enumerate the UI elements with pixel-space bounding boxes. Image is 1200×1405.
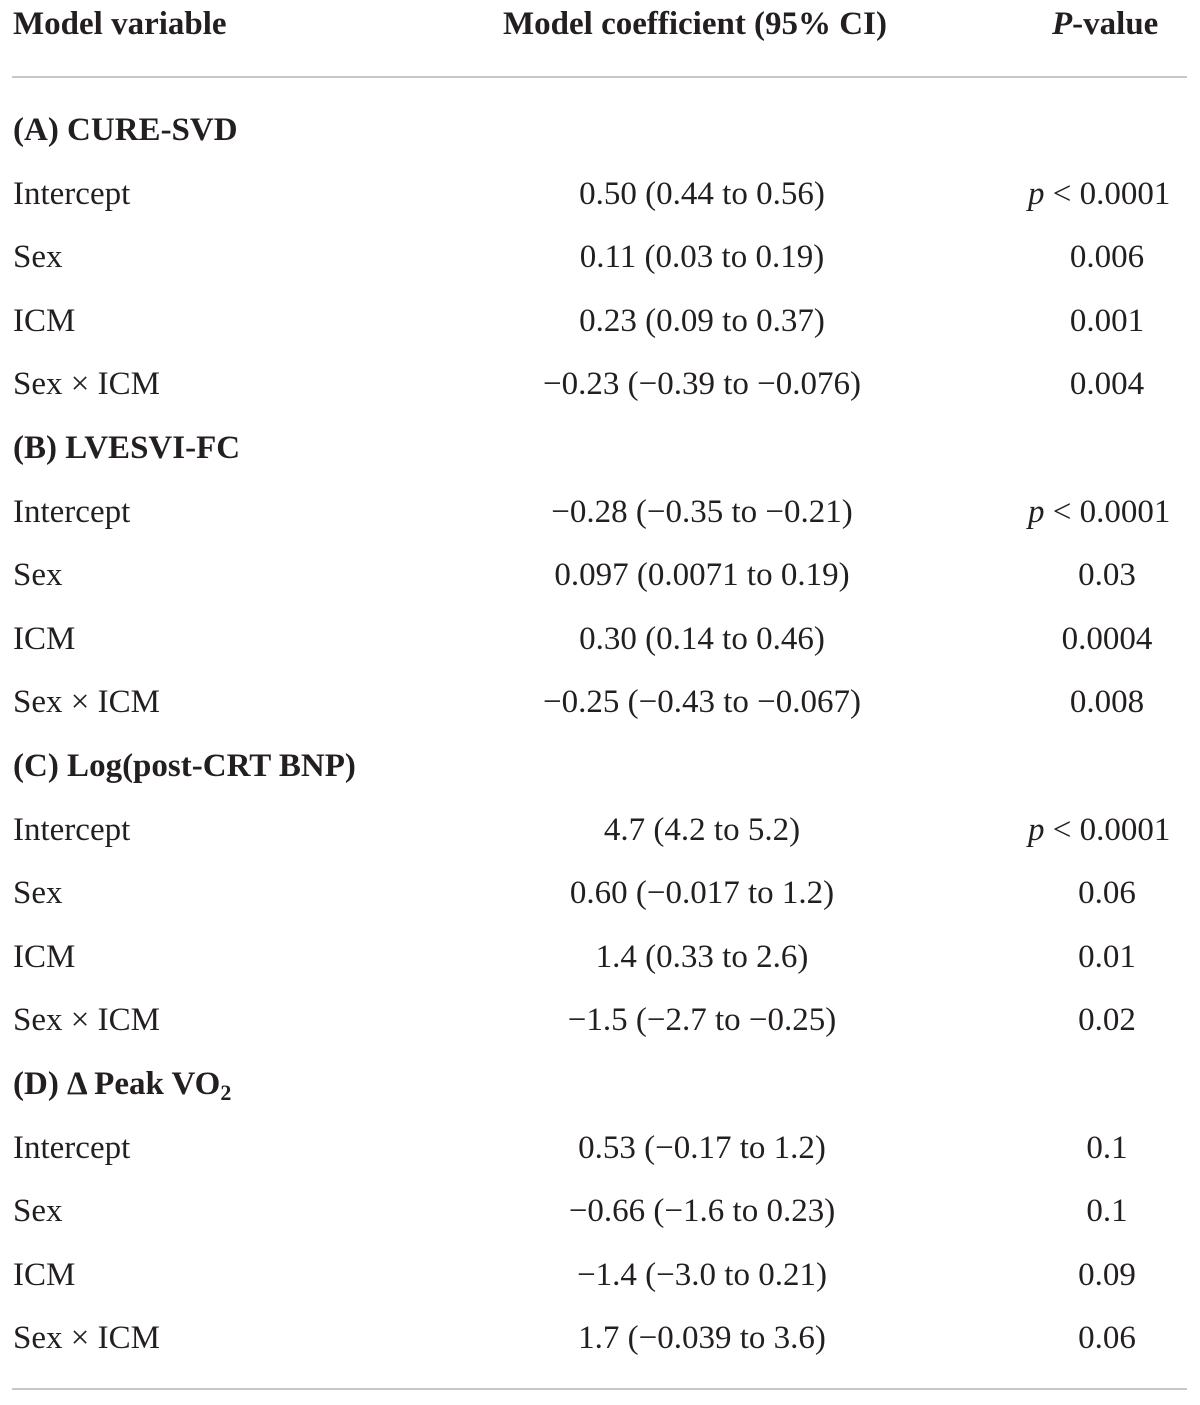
table-row <box>0 937 1200 1000</box>
section-title <box>13 1064 231 1104</box>
cell-variable: Intercept <box>13 493 131 530</box>
cell-coefficient: 4.7 (4.2 to 5.2) <box>603 811 801 848</box>
p-value-text: 0.004 <box>1069 366 1145 403</box>
cell-coefficient: 0.53 (−0.17 to 1.2) <box>578 1129 826 1166</box>
cell-coefficient: 0.30 (0.14 to 0.46) <box>579 620 825 657</box>
cell-variable: Sex <box>13 239 63 276</box>
cell-p-value <box>1012 237 1200 277</box>
cell-p-value <box>1018 174 1200 214</box>
p-value-text: 0.001 <box>1069 302 1145 339</box>
section-title-text: (A) CURE-SVD <box>13 112 238 148</box>
p-symbol: p <box>1028 493 1045 530</box>
table-bottom-rule <box>12 1388 1187 1390</box>
cell-variable: ICM <box>13 620 76 657</box>
table-row <box>0 619 1200 682</box>
table-row <box>0 810 1200 873</box>
header-p-rest: -value <box>1072 6 1159 42</box>
cell-coefficient: 0.60 (−0.017 to 1.2) <box>569 875 835 912</box>
cell-variable: Sex × ICM <box>13 684 160 721</box>
cell-p-value <box>1012 1128 1200 1168</box>
cell-p-value <box>1012 937 1200 977</box>
cell-variable: ICM <box>13 938 76 975</box>
cell-variable: Sex × ICM <box>13 1002 160 1039</box>
section-title-subscript: 2 <box>220 1080 232 1105</box>
cell-coefficient: −0.25 (−0.43 to −0.067) <box>543 684 861 721</box>
cell-variable: ICM <box>13 302 76 339</box>
cell-variable: Sex <box>13 875 63 912</box>
section-heading <box>0 428 1200 491</box>
p-value-text: < 0.0001 <box>1044 175 1171 212</box>
cell-variable: Sex × ICM <box>13 366 160 403</box>
cell-variable: Intercept <box>13 175 131 212</box>
cell-coefficient: 1.7 (−0.039 to 3.6) <box>578 1320 826 1357</box>
section-title <box>13 746 356 786</box>
table-row <box>0 237 1200 300</box>
section-title-text: (C) Log(post-CRT BNP) <box>13 748 356 784</box>
cell-p-value <box>1018 810 1200 850</box>
section-title <box>13 428 240 468</box>
cell-coefficient: 0.50 (0.44 to 0.56) <box>579 175 825 212</box>
p-symbol: p <box>1028 175 1045 212</box>
p-value-text: 0.0004 <box>1061 620 1153 657</box>
cell-variable: Sex × ICM <box>13 1320 160 1357</box>
cell-variable: Intercept <box>13 1129 131 1166</box>
cell-p-value <box>1012 682 1200 722</box>
header-p-italic: P <box>1052 6 1073 42</box>
section-title-text: (D) Δ Peak VO <box>13 1066 221 1102</box>
p-symbol: p <box>1028 811 1045 848</box>
cell-p-value <box>1012 364 1200 404</box>
p-value-text: 0.1 <box>1086 1193 1128 1230</box>
p-value-text: < 0.0001 <box>1044 493 1171 530</box>
table-row <box>0 1255 1200 1318</box>
table-row <box>0 682 1200 745</box>
table-header <box>0 0 1200 52</box>
cell-variable: Intercept <box>13 811 131 848</box>
cell-coefficient: 1.4 (0.33 to 2.6) <box>595 938 809 975</box>
cell-p-value <box>1012 301 1200 341</box>
table-row <box>0 1000 1200 1063</box>
p-value-text: 0.006 <box>1069 239 1145 276</box>
cell-coefficient: −1.4 (−3.0 to 0.21) <box>577 1256 827 1293</box>
table-row <box>0 1128 1200 1191</box>
header-model-variable: Model variable <box>13 6 227 42</box>
table-row <box>0 1318 1200 1381</box>
header-divider <box>12 76 1187 78</box>
p-value-text: 0.06 <box>1078 1320 1136 1357</box>
section-title-text: (B) LVESVI-FC <box>13 430 241 466</box>
cell-coefficient: −0.66 (−1.6 to 0.23) <box>568 1193 836 1230</box>
cell-p-value <box>1012 555 1200 595</box>
section-heading <box>0 1064 1200 1127</box>
table-row <box>0 301 1200 364</box>
cell-variable: Sex <box>13 1193 63 1230</box>
header-p-value <box>1052 6 1158 43</box>
table-row <box>0 174 1200 237</box>
table-row <box>0 555 1200 618</box>
p-value-text: 0.1 <box>1086 1129 1128 1166</box>
p-value-text: 0.06 <box>1078 875 1136 912</box>
p-value-text: < 0.0001 <box>1044 811 1171 848</box>
cell-coefficient: −1.5 (−2.7 to −0.25) <box>567 1002 837 1039</box>
table-row <box>0 492 1200 555</box>
cell-p-value <box>1012 1000 1200 1040</box>
cell-p-value <box>1012 619 1200 659</box>
section-heading <box>0 746 1200 809</box>
cell-p-value <box>1012 1318 1200 1358</box>
p-value-text: 0.008 <box>1069 684 1145 721</box>
cell-p-value <box>1012 873 1200 913</box>
cell-coefficient: −0.23 (−0.39 to −0.076) <box>543 366 861 403</box>
cell-coefficient: 0.23 (0.09 to 0.37) <box>579 302 825 339</box>
table-row <box>0 1191 1200 1254</box>
cell-variable: ICM <box>13 1256 76 1293</box>
table-row <box>0 364 1200 427</box>
section-heading <box>0 110 1200 173</box>
header-model-coefficient: Model coefficient (95% CI) <box>503 6 887 42</box>
cell-coefficient: 0.097 (0.0071 to 0.19) <box>554 557 850 594</box>
p-value-text: 0.09 <box>1078 1256 1136 1293</box>
cell-variable: Sex <box>13 557 63 594</box>
cell-p-value <box>1018 492 1200 532</box>
cell-coefficient: 0.11 (0.03 to 0.19) <box>579 239 825 276</box>
p-value-text: 0.02 <box>1078 1002 1136 1039</box>
cell-p-value <box>1012 1191 1200 1231</box>
cell-coefficient: −0.28 (−0.35 to −0.21) <box>551 493 853 530</box>
table-row <box>0 873 1200 936</box>
section-title <box>13 110 238 150</box>
p-value-text: 0.03 <box>1078 557 1136 594</box>
p-value-text: 0.01 <box>1078 938 1136 975</box>
cell-p-value <box>1012 1255 1200 1295</box>
